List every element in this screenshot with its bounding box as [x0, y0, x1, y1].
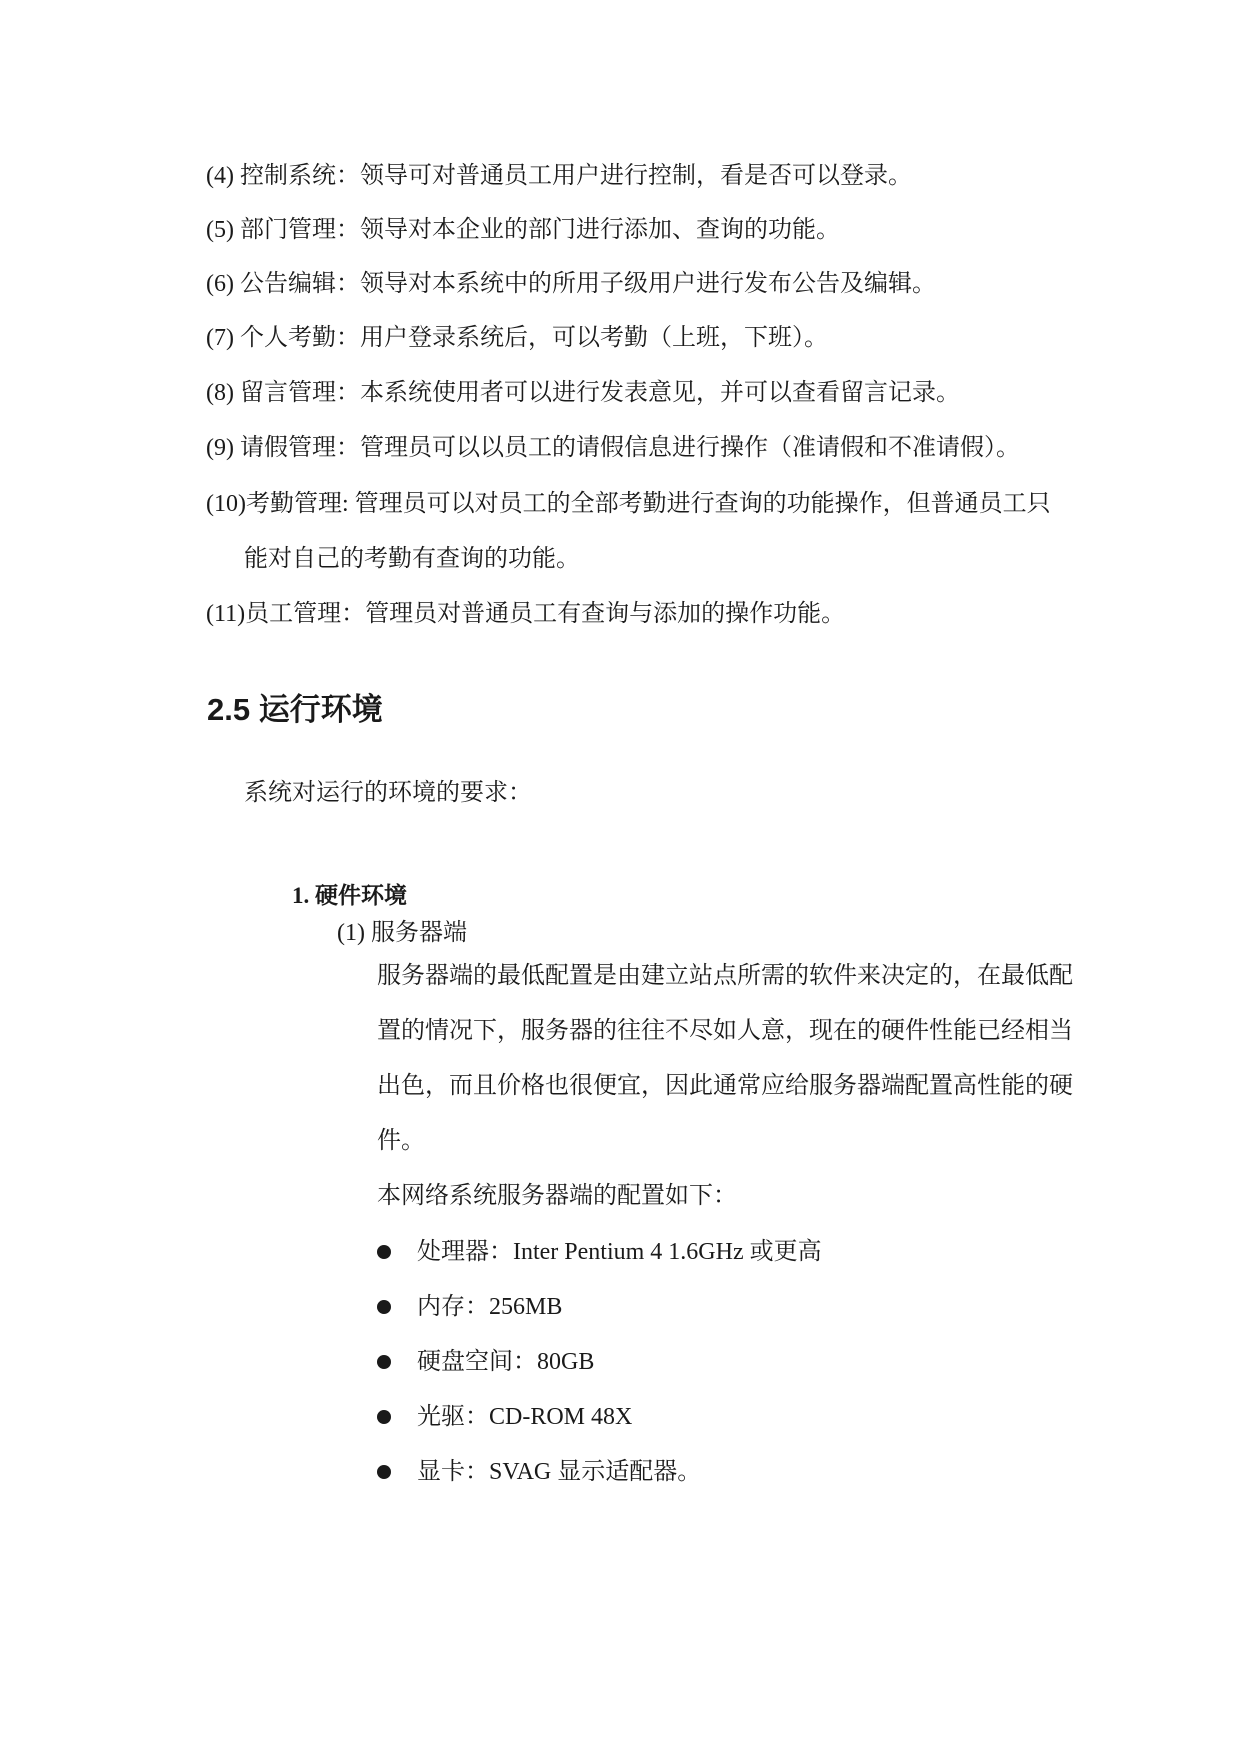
spec-text: 硬盘空间：80GB [417, 1349, 595, 1375]
item-text: 控制系统：领导可对普通员工用户进行控制，看是否可以登录。 [239, 163, 912, 189]
server-label: (1) 服务器端 [337, 920, 467, 946]
function-item-10-continuation: 能对自己的考勤有查询的功能。 [244, 546, 580, 572]
spec-text: 处理器：Inter Pentium 4 1.6GHz 或更高 [417, 1239, 822, 1265]
bullet-icon [377, 1410, 391, 1424]
spec-text: 光驱：CD-ROM 48X [417, 1404, 633, 1430]
item-number: (8) [206, 380, 234, 406]
item-text: 公告编辑：领导对本系统中的所用子级用户进行发布公告及编辑。 [239, 271, 936, 297]
bullet-icon [377, 1355, 391, 1369]
item-number: (4) [206, 163, 234, 189]
function-item-11 [206, 598, 845, 630]
item-text: 部门管理：领导对本企业的部门进行添加、查询的功能。 [239, 217, 840, 243]
bullet-icon [377, 1300, 391, 1314]
paragraph-line: 件。 [377, 1128, 425, 1154]
function-item-4 [206, 160, 912, 192]
function-item-7 [206, 322, 828, 354]
item-number: (5) [206, 217, 234, 243]
section-intro: 系统对运行的环境的要求： [244, 780, 532, 806]
subsection-heading: 1. 硬件环境 [292, 883, 407, 908]
spec-text: 内存：256MB [417, 1294, 563, 1320]
item-text: 留言管理：本系统使用者可以进行发表意见，并可以查看留言记录。 [239, 380, 960, 406]
item-text: 请假管理：管理员可以以员工的请假信息进行操作（准请假和不准请假）。 [239, 435, 1020, 461]
function-item-10 [206, 488, 1051, 520]
bullet-icon [377, 1245, 391, 1259]
section-heading: 2.5 运行环境 [207, 692, 383, 727]
item-number: (7) [206, 325, 234, 351]
function-item-9 [206, 432, 1020, 464]
paragraph-line: 置的情况下，服务器的往往不尽如人意，现在的硬件性能已经相当 [377, 1018, 1073, 1044]
config-intro: 本网络系统服务器端的配置如下： [377, 1183, 737, 1209]
item-text: 考勤管理: 管理员可以对员工的全部考勤进行查询的功能操作，但普通员工只 [245, 491, 1051, 517]
item-number: (10) [206, 491, 246, 517]
paragraph-line: 出色，而且价格也很便宜，因此通常应给服务器端配置高性能的硬 [377, 1073, 1073, 1099]
function-item-6 [206, 268, 936, 300]
spec-text: 显卡：SVAG 显示适配器。 [417, 1459, 702, 1485]
item-number: (11) [206, 601, 246, 627]
item-text: 员工管理：管理员对普通员工有查询与添加的操作功能。 [245, 601, 846, 627]
paragraph-line: 服务器端的最低配置是由建立站点所需的软件来决定的，在最低配 [377, 963, 1073, 989]
item-number: (6) [206, 271, 234, 297]
function-item-8 [206, 377, 960, 409]
function-item-5 [206, 214, 840, 246]
item-text: 个人考勤：用户登录系统后，可以考勤（上班，下班）。 [239, 325, 828, 351]
bullet-icon [377, 1465, 391, 1479]
item-number: (9) [206, 435, 234, 461]
